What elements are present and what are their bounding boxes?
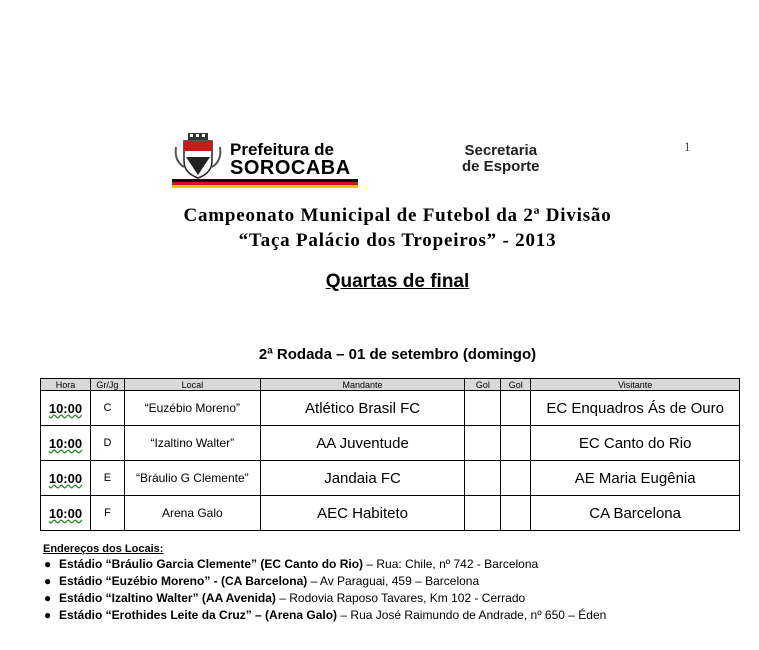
match-table bbox=[40, 378, 740, 531]
sorocaba-crest-icon bbox=[174, 133, 222, 179]
venue-address: – Rodovia Raposo Tavares, Km 102 - Cerrado bbox=[275, 591, 526, 605]
bullet-icon: ● bbox=[44, 557, 52, 571]
column-header-grupo: Gr/Jg bbox=[90, 379, 124, 391]
match-venue: “Bráulio G Clemente” bbox=[124, 461, 260, 496]
away-team: EC Canto do Rio bbox=[531, 426, 740, 461]
list-item bbox=[43, 607, 606, 624]
venue-address: – Av Paraguai, 459 – Barcelona bbox=[307, 574, 480, 588]
match-group: C bbox=[90, 391, 124, 426]
logo-line-1: Prefeitura de bbox=[230, 140, 334, 159]
round-heading: 2ª Rodada – 01 de setembro (domingo) bbox=[258, 346, 537, 363]
home-goals bbox=[465, 461, 501, 496]
secretaria-label bbox=[462, 143, 540, 175]
logo-text bbox=[230, 141, 351, 177]
column-header-mandante: Mandante bbox=[260, 379, 465, 391]
away-team: EC Enquadros Ás de Ouro bbox=[531, 391, 740, 426]
bullet-icon: ● bbox=[44, 608, 52, 622]
match-time: 10:00 bbox=[41, 461, 91, 496]
venue-name: Estádio “Izaltino Walter” (AA Avenida) bbox=[59, 591, 276, 605]
table-row bbox=[41, 461, 740, 496]
venue-name: Estádio “Erothides Leite da Cruz” – (Arena Galo) bbox=[59, 608, 338, 622]
list-item bbox=[43, 556, 606, 573]
home-team: Jandaia FC bbox=[260, 461, 465, 496]
venue-address: – Rua: Chile, nº 742 - Barcelona bbox=[363, 557, 539, 571]
logo-stripe-yellow bbox=[172, 185, 358, 188]
prefeitura-logo bbox=[170, 131, 360, 191]
list-item bbox=[43, 590, 606, 607]
match-venue: Arena Galo bbox=[124, 496, 260, 531]
away-goals bbox=[501, 461, 531, 496]
venue-name: Estádio “Euzébio Moreno” - (CA Barcelona) bbox=[59, 574, 308, 588]
column-header-gol-visitante: Gol bbox=[501, 379, 531, 391]
home-goals bbox=[465, 391, 501, 426]
home-team: AA Juventude bbox=[260, 426, 465, 461]
home-team: AEC Habiteto bbox=[260, 496, 465, 531]
column-header-local: Local bbox=[124, 379, 260, 391]
secretaria-line-1: Secretaria bbox=[464, 142, 538, 159]
page-number: 1 bbox=[684, 139, 691, 154]
home-goals bbox=[465, 496, 501, 531]
phase-heading: Quartas de final bbox=[325, 271, 470, 292]
championship-title: Campeonato Municipal de Futebol da 2ª Divisão bbox=[183, 205, 612, 226]
match-time: 10:00 bbox=[41, 391, 91, 426]
match-group: D bbox=[90, 426, 124, 461]
away-goals bbox=[501, 391, 531, 426]
match-venue: “Izaltino Walter” bbox=[124, 426, 260, 461]
bullet-icon: ● bbox=[44, 574, 52, 588]
match-group: E bbox=[90, 461, 124, 496]
logo-line-2: SOROCABA bbox=[230, 157, 351, 179]
match-venue: “Euzébio Moreno” bbox=[124, 391, 260, 426]
venue-addresses bbox=[43, 543, 606, 624]
venue-address: – Rua José Raimundo de Andrade, nº 650 – Éden bbox=[337, 608, 607, 622]
away-team: CA Barcelona bbox=[531, 496, 740, 531]
away-goals bbox=[501, 426, 531, 461]
match-time: 10:00 bbox=[41, 426, 91, 461]
address-list bbox=[43, 556, 606, 624]
match-group: F bbox=[90, 496, 124, 531]
home-team: Atlético Brasil FC bbox=[260, 391, 465, 426]
match-time: 10:00 bbox=[41, 496, 91, 531]
bullet-icon: ● bbox=[44, 591, 52, 605]
away-goals bbox=[501, 496, 531, 531]
venue-name: Estádio “Bráulio Garcia Clemente” (EC Canto do Rio) bbox=[59, 557, 364, 571]
trophy-title: “Taça Palácio dos Tropeiros” - 2013 bbox=[238, 230, 557, 251]
secretaria-line-2: de Esporte bbox=[462, 158, 540, 175]
home-goals bbox=[465, 426, 501, 461]
list-item bbox=[43, 573, 606, 590]
column-header-gol-mandante: Gol bbox=[465, 379, 501, 391]
column-header-visitante: Visitante bbox=[531, 379, 740, 391]
table-row bbox=[41, 426, 740, 461]
away-team: AE Maria Eugênia bbox=[531, 461, 740, 496]
table-header-row bbox=[41, 379, 740, 391]
table-row bbox=[41, 391, 740, 426]
column-header-hora: Hora bbox=[41, 379, 91, 391]
table-row bbox=[41, 496, 740, 531]
addresses-heading: Endereços dos Locais: bbox=[43, 543, 164, 555]
